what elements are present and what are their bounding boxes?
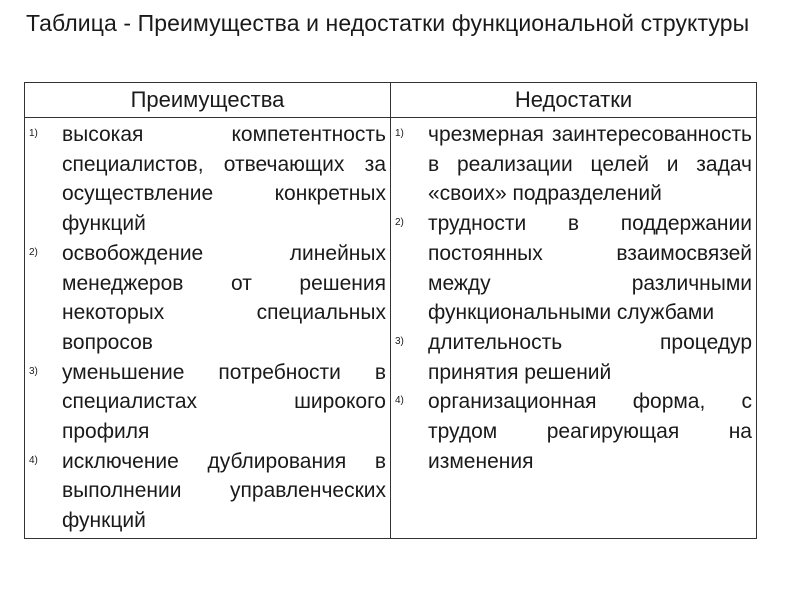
- item-number: 1): [29, 128, 38, 139]
- item-text: организационная форма, с трудом реагирующая на изменения: [428, 390, 752, 473]
- disadvantages-cell: [391, 118, 757, 539]
- item-text: уменьшение потребности в специалистах широкого профиля: [62, 360, 386, 444]
- list-item: [25, 239, 390, 358]
- list-item: [391, 120, 756, 209]
- table-header-row: [25, 83, 757, 118]
- page-title: Таблица - Преимущества и недостатки функциональной структуры: [26, 10, 750, 36]
- advantages-list: [25, 120, 390, 536]
- item-text: трудности в поддержании постоянных взаимосвязей между различными функциональными службами: [428, 212, 752, 325]
- item-number: 3): [29, 365, 38, 377]
- item-text: освобождение линейных менеджеров от решения некоторых специальных вопросов: [62, 241, 386, 354]
- item-text: высокая компетентность специалистов, отвечающих за осуществление конкретных функций: [62, 123, 386, 236]
- item-number: 4): [29, 454, 38, 466]
- table-row: [25, 118, 757, 539]
- item-number: 2): [29, 246, 38, 258]
- list-item: [391, 209, 756, 328]
- advantages-cell: [25, 118, 391, 539]
- item-number: 3): [395, 335, 404, 347]
- header-advantages: Преимущества: [25, 83, 391, 118]
- list-item: [391, 387, 756, 476]
- item-text: исключение дублирования в выполнении управленческих функций: [62, 449, 386, 533]
- list-item: [25, 120, 390, 239]
- item-number: 2): [395, 217, 404, 229]
- item-number: 4): [395, 395, 404, 407]
- item-number: 1): [395, 128, 404, 139]
- header-disadvantages: Недостатки: [391, 83, 757, 118]
- item-text: длительность процедур принятия решений: [428, 330, 752, 384]
- disadvantages-list: [391, 120, 756, 476]
- list-item: [25, 358, 390, 447]
- list-item: [391, 328, 756, 387]
- item-text: чрезмерная заинтересованность в реализации целей и задач «своих» подразделений: [428, 123, 752, 206]
- comparison-table: [24, 82, 757, 539]
- list-item: [25, 447, 390, 536]
